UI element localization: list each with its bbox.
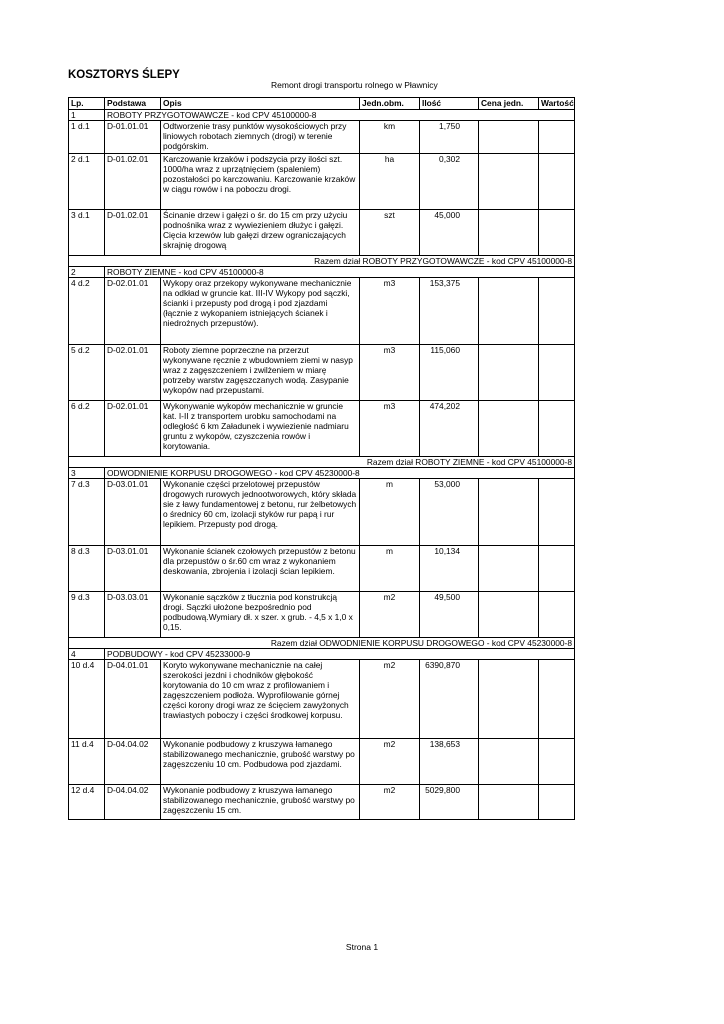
row-unit-price: [479, 739, 539, 785]
row-unit: m2: [360, 739, 420, 785]
row-unit: m3: [360, 278, 420, 345]
column-header-unit-price: Cena jedn.: [479, 98, 539, 110]
table-row: [69, 278, 575, 345]
row-basis: D-04.01.01: [105, 660, 161, 739]
row-lp: 9 d.3: [69, 592, 105, 638]
row-unit-price: [479, 345, 539, 401]
row-value: [539, 592, 575, 638]
table-row: [69, 592, 575, 638]
row-description: Odtworzenie trasy punktów wysokościowych przy liniowych robotach ziemnych (drogi) w terenie podgórskim.: [161, 121, 360, 154]
row-unit-price: [479, 546, 539, 592]
row-quantity: 138,653: [420, 739, 479, 785]
row-value: [539, 785, 575, 820]
table-header-row: [69, 98, 575, 110]
row-basis: D-01.01.01: [105, 121, 161, 154]
row-description: Wykonanie podbudowy z kruszywa łamanego stabilizowanego mechanicznie, grubość warstwy po zagęszczeniu 10 cm. Podbudowa pod zjazdami.: [161, 739, 360, 785]
section-title: ODWODNIENIE KORPUSU DROGOWEGO - kod CPV 45230000-8: [105, 468, 575, 479]
row-unit: ha: [360, 154, 420, 210]
section-summary-label: Razem dział ROBOTY ZIEMNE - kod CPV 45100000-8: [69, 457, 575, 468]
row-unit: m3: [360, 345, 420, 401]
row-quantity: 53,000: [420, 479, 479, 546]
section-number: 3: [69, 468, 105, 479]
column-header-quantity: Ilość: [420, 98, 479, 110]
section-title: ROBOTY PRZYGOTOWAWCZE - kod CPV 45100000-8: [105, 110, 575, 121]
row-description: Wykonywanie wykopów mechanicznie w gruncie kat. I-II z transportem urobku samochodami na odległość 6 km Załadunek i wywiezienie nadmiaru gruntu z wykopów, czyszczenia rowów i korytowania.: [161, 401, 360, 457]
row-unit-price: [479, 210, 539, 256]
row-unit: m2: [360, 785, 420, 820]
table-row: [69, 154, 575, 210]
table-row: [69, 345, 575, 401]
document-title: KOSZTORYS ŚLEPY: [68, 69, 180, 81]
page-number: Strona 1: [345, 942, 379, 952]
section-summary-label: Razem dział ODWODNIENIE KORPUSU DROGOWEGO - kod CPV 45230000-8: [69, 638, 575, 649]
table-row: [69, 210, 575, 256]
row-unit-price: [479, 401, 539, 457]
row-lp: 6 d.2: [69, 401, 105, 457]
row-value: [539, 278, 575, 345]
section-title: ROBOTY ZIEMNE - kod CPV 45100000-8: [105, 267, 575, 278]
row-value: [539, 345, 575, 401]
row-basis: D-02.01.01: [105, 278, 161, 345]
row-lp: 8 d.3: [69, 546, 105, 592]
row-unit: m3: [360, 401, 420, 457]
row-unit-price: [479, 154, 539, 210]
row-lp: 11 d.4: [69, 739, 105, 785]
row-quantity: 153,375: [420, 278, 479, 345]
table-row: [69, 546, 575, 592]
row-value: [539, 479, 575, 546]
row-value: [539, 401, 575, 457]
row-lp: 5 d.2: [69, 345, 105, 401]
row-unit: m2: [360, 660, 420, 739]
section-header-row: [69, 110, 575, 121]
row-basis: D-03.01.01: [105, 546, 161, 592]
row-description: Wykonanie ścianek czołowych przepustów z betonu dla przepustów o śr.60 cm wraz z wykonaniem deskowania, zbrojenia i izolacji ścian lepikiem.: [161, 546, 360, 592]
row-quantity: 45,000: [420, 210, 479, 256]
row-lp: 10 d.4: [69, 660, 105, 739]
row-basis: D-04.04.02: [105, 785, 161, 820]
row-quantity: 474,202: [420, 401, 479, 457]
row-value: [539, 154, 575, 210]
row-basis: D-01.02.01: [105, 154, 161, 210]
cost-estimate-table: [68, 97, 575, 820]
section-summary-label: Razem dział ROBOTY PRZYGOTOWAWCZE - kod CPV 45100000-8: [69, 256, 575, 267]
row-lp: 3 d.1: [69, 210, 105, 256]
row-basis: D-04.04.02: [105, 739, 161, 785]
row-unit: km: [360, 121, 420, 154]
row-quantity: 0,302: [420, 154, 479, 210]
row-value: [539, 210, 575, 256]
column-header-description: Opis: [161, 98, 360, 110]
section-number: 2: [69, 267, 105, 278]
row-description: Wykonanie sączków z tłucznia pod konstrukcją drogi. Sączki ułożone bezpośrednio pod podbudową.Wymiary dł. x szer. x grub. - 4,5 x 1,0 x 0,15.: [161, 592, 360, 638]
column-header-lp: Lp.: [69, 98, 105, 110]
row-description: Roboty ziemne poprzeczne na przerzut wykonywane ręcznie z wbudowniem ziemi w nasyp wraz z zagęszczeniem i zwilżeniem w miarę potrzeby warstw zagęszczanych wodą. Zasypanie wykopów nad przepustami.: [161, 345, 360, 401]
column-header-basis: Podstawa: [105, 98, 161, 110]
row-description: Ścinanie drzew i gałęzi o śr. do 15 cm przy użyciu podnośnika wraz z wywiezieniem dłużyc i gałęzi. Cięcia krzewów lub gałęzi drzew ograniczających skrajnię drogową: [161, 210, 360, 256]
row-basis: D-01.02.01: [105, 210, 161, 256]
section-header-row: [69, 267, 575, 278]
section-summary-row: [69, 638, 575, 649]
section-header-row: [69, 649, 575, 660]
row-unit-price: [479, 121, 539, 154]
table-row: [69, 121, 575, 154]
row-basis: D-03.01.01: [105, 479, 161, 546]
row-value: [539, 121, 575, 154]
row-lp: 4 d.2: [69, 278, 105, 345]
section-summary-row: [69, 256, 575, 267]
row-quantity: 49,500: [420, 592, 479, 638]
row-value: [539, 739, 575, 785]
column-header-value: Wartość: [539, 98, 575, 110]
row-lp: 2 d.1: [69, 154, 105, 210]
row-quantity: 5029,800: [420, 785, 479, 820]
row-unit: m2: [360, 592, 420, 638]
row-basis: D-02.01.01: [105, 345, 161, 401]
section-summary-row: [69, 457, 575, 468]
row-quantity: 115,060: [420, 345, 479, 401]
row-unit: m: [360, 546, 420, 592]
row-description: Wykonanie części przelotowej przepustów drogowych rurowych jednootworowych, który składa sie z ławy fundamentowej z betonu, rur żelbetowych o średnicy 60 cm, izolacji styków rur papą i rur lepikiem. Przepusty pod drogą.: [161, 479, 360, 546]
section-title: PODBUDOWY - kod CPV 45233000-9: [105, 649, 575, 660]
section-number: 1: [69, 110, 105, 121]
row-value: [539, 546, 575, 592]
table-row: [69, 401, 575, 457]
row-description: Karczowanie krzaków i podszycia przy ilości szt. 1000/ha wraz z uprzątnięciem (spaleniem) pozostałości po karczowaniu. Karczowanie krzaków w ciągu rowów i na poboczu drogi.: [161, 154, 360, 210]
row-unit-price: [479, 660, 539, 739]
row-lp: 1 d.1: [69, 121, 105, 154]
section-number: 4: [69, 649, 105, 660]
table-row: [69, 739, 575, 785]
row-quantity: 1,750: [420, 121, 479, 154]
column-header-unit: Jedn.obm.: [360, 98, 420, 110]
row-unit-price: [479, 592, 539, 638]
row-basis: D-03.03.01: [105, 592, 161, 638]
row-unit: m: [360, 479, 420, 546]
row-quantity: 6390,870: [420, 660, 479, 739]
row-unit: szt: [360, 210, 420, 256]
row-basis: D-02.01.01: [105, 401, 161, 457]
row-lp: 12 d.4: [69, 785, 105, 820]
row-description: Wykonanie podbudowy z kruszywa łamanego stabilizowanego mechanicznie, grubość warstwy po zagęszczeniu 15 cm.: [161, 785, 360, 820]
table-row: [69, 785, 575, 820]
row-value: [539, 660, 575, 739]
row-unit-price: [479, 278, 539, 345]
row-description: Koryto wykonywane mechanicznie na całej szerokości jezdni i chodników głębokość korytowania do 10 cm wraz z profilowaniem i zagęszczeniem podłoża. Wyprofilowanie górnej części korony drogi wraz ze ścięciem zawyżonych trawiastych poboczy i części środkowej korpusu.: [161, 660, 360, 739]
table-row: [69, 660, 575, 739]
section-header-row: [69, 468, 575, 479]
row-quantity: 10,134: [420, 546, 479, 592]
row-unit-price: [479, 785, 539, 820]
table-row: [69, 479, 575, 546]
document-subtitle: Remont drogi transportu rolnego w Pławnicy: [271, 80, 438, 90]
row-unit-price: [479, 479, 539, 546]
row-lp: 7 d.3: [69, 479, 105, 546]
row-description: Wykopy oraz przekopy wykonywane mechanicznie na odkład w gruncie kat. III-IV Wykopy pod sączki, ścianki i przepusty pod drogą i pod zjazdami (łącznie z wykopaniem istniejących ścianek i niedrożnych przepustów).: [161, 278, 360, 345]
